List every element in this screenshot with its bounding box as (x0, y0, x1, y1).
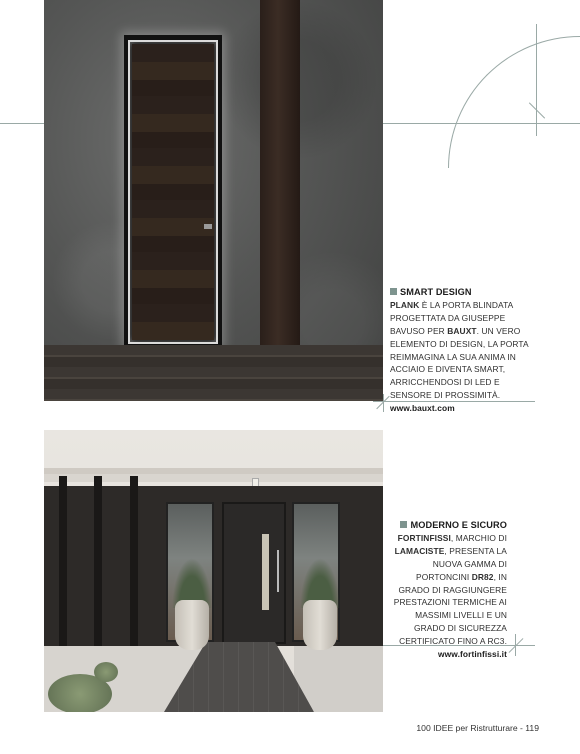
maker-name: LAMACISTE (394, 545, 445, 556)
caption-title: SMART DESIGN (390, 286, 540, 299)
plank-door-photo (44, 0, 383, 401)
maker-name: BAUXT (447, 325, 477, 336)
wood-door-panel (132, 44, 214, 340)
website-link[interactable]: www.bauxt.com (390, 403, 455, 414)
caption-moderno-e-sicuro (385, 519, 507, 661)
caption-body: PLANK È LA PORTA BLINDATA PROGETTATA DA GIUSEPPE BAVUSO PER BAUXT. UN VERO ELEMENTO DI DESIGN, LA PORTA REIMMAGINA LA SUA ANIMA IN ACCIAIO E DIVENTA SMART, ARRICCHENDOSI DI LED E SENSORE DI PROSSIMITÀ. (390, 299, 529, 401)
model-name: DR82 (471, 571, 494, 582)
door-handle (204, 224, 212, 229)
brand-name: FORTINFISSI (397, 532, 451, 543)
caption-smart-design (390, 286, 540, 415)
fortinfissi-entrance-photo (44, 430, 383, 712)
door-handle (277, 550, 279, 592)
shrub (94, 662, 118, 682)
facade-post (94, 476, 102, 651)
brand-name: PLANK (390, 299, 420, 310)
decorative-arc (448, 36, 580, 168)
wood-floor (44, 345, 383, 401)
website-link[interactable]: www.fortinfissi.it (438, 649, 507, 660)
caption-title: MODERNO E SICURO (385, 519, 507, 532)
planter-right (303, 600, 337, 650)
door-glass-strip (262, 534, 269, 610)
page-folio: 100 IDEE per Ristrutturare - 119 (416, 723, 539, 733)
facade-post (59, 476, 67, 651)
accent-square-icon (390, 288, 397, 295)
caption-body: FORTINFISSI, MARCHIO DI LAMACISTE, PRESENTA LA NUOVA GAMMA DI PORTONCINI DR82, IN GRADO DI RAGGIUNGERE PRESTAZIONI TERMICHE AI MASSIMI LIVELLI E UN GRADO DI SICUREZZA CERTIFICATO FINO A RC3. (393, 532, 507, 647)
accent-square-icon (400, 521, 407, 528)
top-hairline-left (0, 123, 44, 124)
facade-post (130, 476, 138, 651)
planter-left (175, 600, 209, 650)
wood-column (260, 0, 300, 401)
